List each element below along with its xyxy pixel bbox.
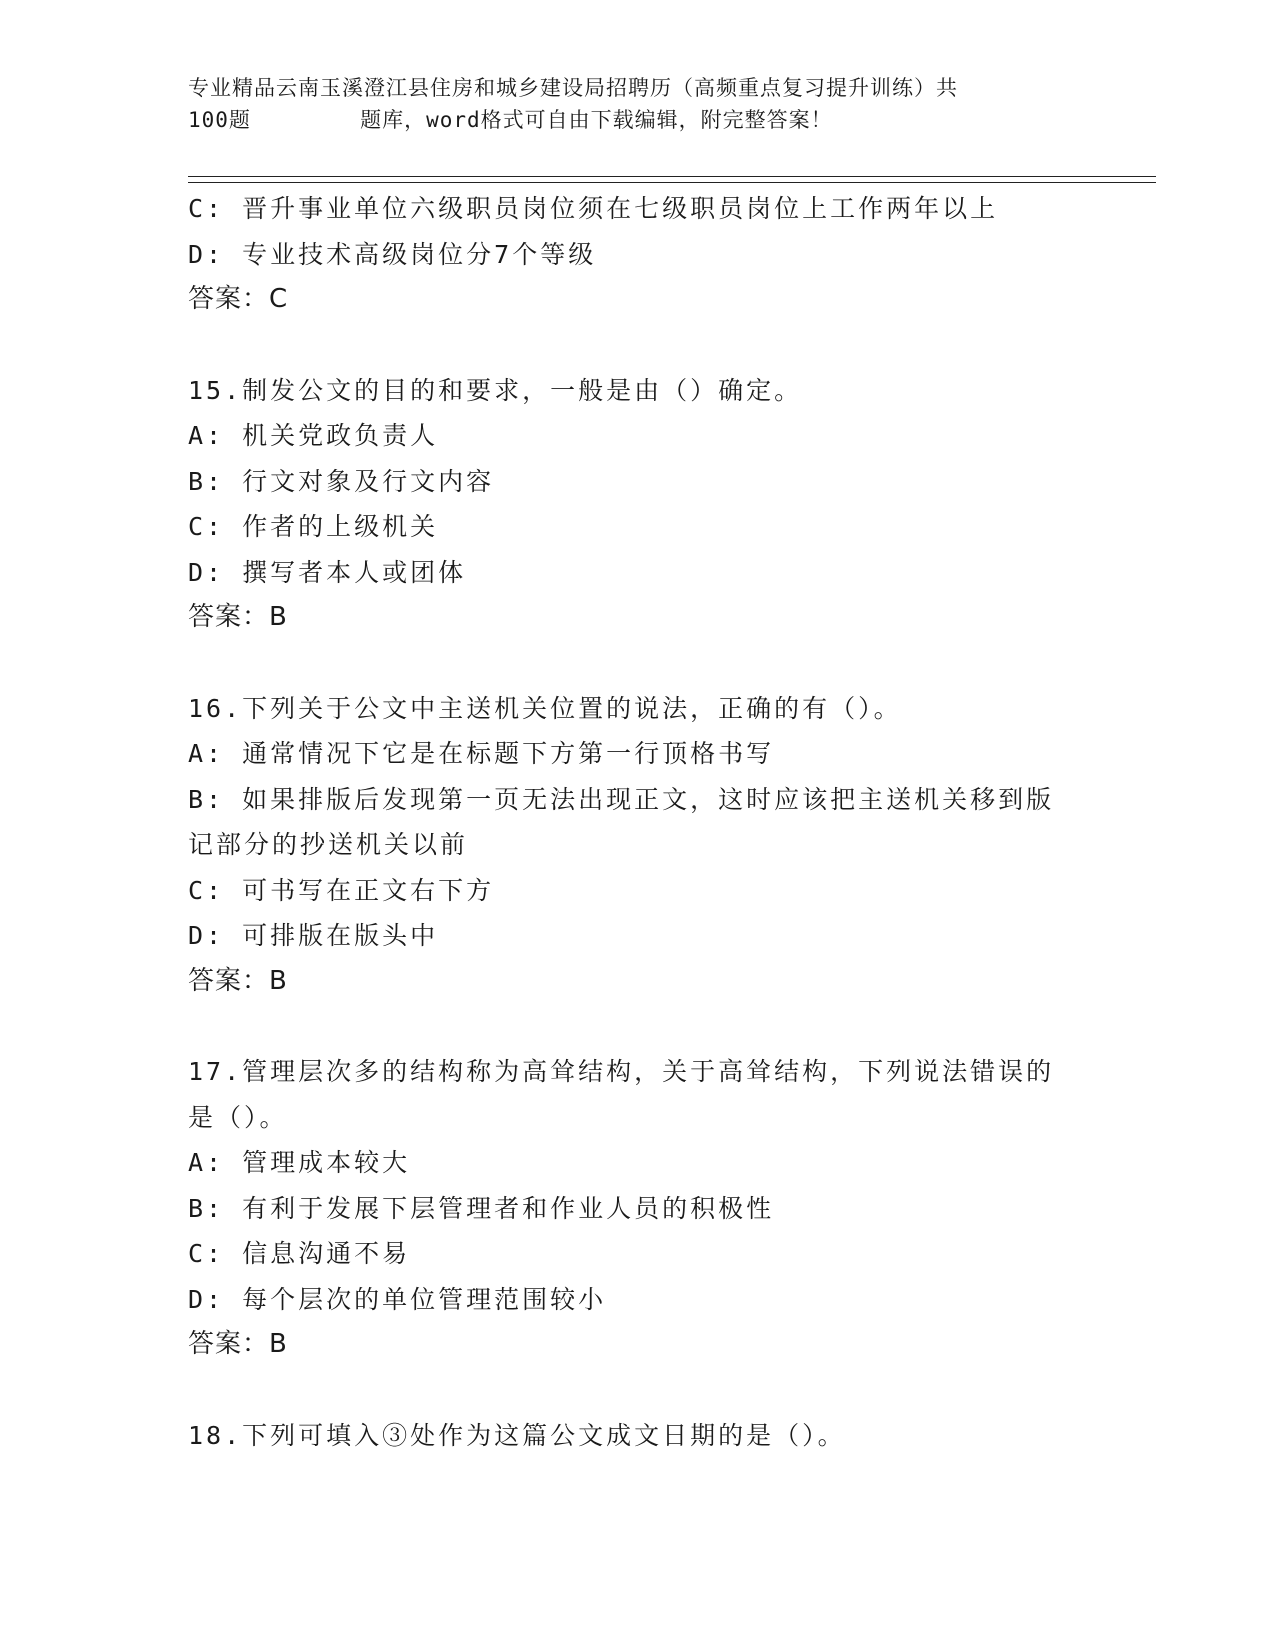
question-stem: 18.下列可填入③处作为这篇公文成文日期的是（）。 bbox=[188, 1420, 846, 1450]
answer-line: 答案：C bbox=[188, 284, 289, 314]
page-header bbox=[188, 72, 1068, 136]
option-d: D: 每个层次的单位管理范围较小 bbox=[188, 1284, 607, 1314]
option-d: D: 撰写者本人或团体 bbox=[188, 557, 467, 587]
question-stem: 16.下列关于公文中主送机关位置的说法，正确的有（）。 bbox=[188, 693, 902, 723]
option-a: A: 通常情况下它是在标题下方第一行顶格书写 bbox=[188, 739, 775, 768]
question-17 bbox=[188, 1049, 1108, 1368]
header-double-rule bbox=[188, 176, 1156, 183]
answer-line: 答案：B bbox=[188, 602, 288, 632]
question-16 bbox=[188, 686, 1108, 1005]
question-stem: 17.管理层次多的结构称为高耸结构，关于高耸结构，下列说法错误的 bbox=[188, 1057, 1055, 1086]
answer-line: 答案：B bbox=[188, 1329, 288, 1359]
option-b: B: 如果排版后发现第一页无法出现正文，这时应该把主送机关移到版 bbox=[188, 784, 1055, 814]
question-stem: 15.制发公文的目的和要求，一般是由（）确定。 bbox=[188, 375, 803, 405]
header-title-line-1: 专业精品云南玉溪澄江县住房和城乡建设局招聘历（高频重点复习提升训练）共 bbox=[188, 76, 958, 100]
question-14-continued bbox=[188, 186, 1108, 323]
answer-line: 答案：B bbox=[188, 965, 288, 996]
option-d: D: 专业技术高级岗位分7个等级 bbox=[188, 239, 597, 269]
document-body bbox=[188, 186, 1108, 1458]
header-title-line-2: 100题 题库，word格式可自由下载编辑，附完整答案！ bbox=[188, 108, 833, 132]
option-b: B: 行文对象及行文内容 bbox=[188, 466, 495, 496]
option-d: D: 可排版在版头中 bbox=[188, 921, 439, 950]
question-18 bbox=[188, 1413, 1108, 1459]
option-a: A: 管理成本较大 bbox=[188, 1148, 411, 1177]
option-c: C: 信息沟通不易 bbox=[188, 1239, 411, 1268]
option-c: C: 作者的上级机关 bbox=[188, 512, 439, 541]
option-a: A: 机关党政负责人 bbox=[188, 421, 439, 450]
option-c: C: 可书写在正文右下方 bbox=[188, 875, 495, 905]
question-stem-continued: 是（）。 bbox=[188, 1102, 288, 1132]
question-15 bbox=[188, 368, 1108, 641]
option-b-continued: 记部分的抄送机关以前 bbox=[188, 830, 469, 859]
option-b: B: 有利于发展下层管理者和作业人员的积极性 bbox=[188, 1193, 775, 1223]
option-c: C: 晋升事业单位六级职员岗位须在七级职员岗位上工作两年以上 bbox=[188, 194, 999, 223]
